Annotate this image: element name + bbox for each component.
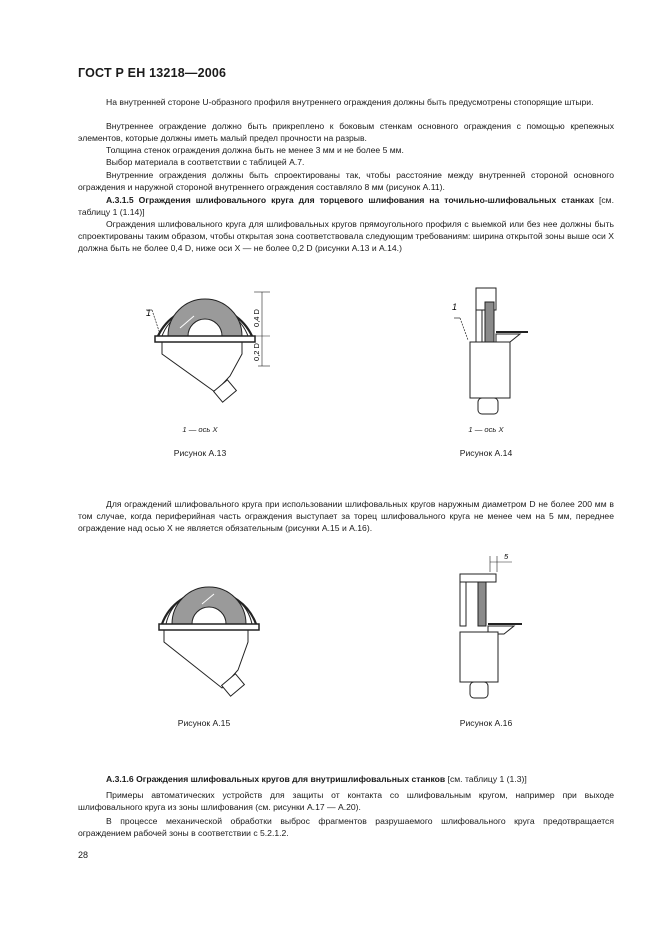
- grinding-wheel: [485, 302, 494, 344]
- section-ref: [см. таблицу 1 (1.3)]: [445, 774, 527, 784]
- guard-flange: [159, 624, 259, 630]
- figure-a13-caption: Рисунок А.13: [173, 448, 227, 458]
- leader-line: [460, 318, 468, 340]
- guard-flange: [155, 336, 255, 342]
- paragraph: Внутреннее ограждение должно быть прикреплено к боковым стенкам основного ограждения с помощью крепежных элементов, которые должны иметь малый предел прочности на разрыв.: [78, 121, 614, 144]
- leader-line: [152, 310, 160, 334]
- paragraph: Для ограждений шлифовального круга при использовании шлифовальных кругов наружным диаметром D не более 200 мм в том случае, когда периферийная часть ограждения выступает за торец шлифовального круга не менее чем на 5 мм, переднее ограждение над осью X не является обязательным (рисунки А.15 и А.16).: [78, 499, 614, 534]
- guard-body: [470, 342, 510, 398]
- paragraph: Примеры автоматических устройств для защиты от контакта со шлифовальным кругом, например при выходе шлифовального круга из зоны шлифования (см. рисунки А.17 — А.20).: [78, 790, 614, 813]
- dim-0-4d: 0,4 D: [252, 309, 261, 327]
- exhaust-port: [470, 682, 488, 698]
- label-1: 1: [146, 308, 152, 318]
- paragraph: На внутренней стороне U-образного профиля внутреннего ограждения должны быть предусмотрены стопорящие штыри.: [106, 97, 594, 107]
- section-heading-a315: [78, 194, 614, 218]
- guard-side: [460, 582, 466, 626]
- label-1: 1: [452, 302, 458, 312]
- paragraph: В процессе механической обработки выброс фрагментов разрушаемого шлифовального круга предотвращается ограждением рабочей зоны в соответствии с 5.2.1.2.: [78, 816, 614, 839]
- dim-0-2d: 0,2 D: [252, 343, 261, 361]
- guard-body: [460, 632, 498, 682]
- figure-a13: [130, 272, 270, 422]
- section-title: А.3.1.6 Ограждения шлифовальных кругов для внутришлифовальных станков: [106, 774, 446, 784]
- section-ref: [см. таблицу 1 (1.14)]: [78, 195, 614, 218]
- figure-a16: [440, 548, 540, 703]
- page-header: ГОСТ Р ЕН 13218—2006: [78, 66, 227, 80]
- paragraph: Толщина стенок ограждения должна быть не менее 3 мм и не более 5 мм.: [106, 145, 404, 155]
- paragraph: Выбор материала в соответствии с таблицей А.7.: [106, 157, 305, 167]
- figure-a16-caption: Рисунок А.16: [459, 718, 513, 728]
- exhaust-port: [478, 398, 498, 414]
- guard-top: [460, 574, 496, 582]
- figure-a15: [150, 560, 270, 710]
- dim-5: 5: [504, 552, 509, 561]
- exhaust-port: [222, 674, 245, 696]
- exhaust-port: [214, 380, 237, 402]
- section-title: А.3.1.5 Ограждения шлифовального круга для торцевого шлифования на точильно-шлифовальных станках: [106, 195, 595, 205]
- figure-a14: [440, 280, 540, 420]
- page-number: 28: [78, 850, 89, 860]
- figure-a14-caption: Рисунок А.14: [459, 448, 513, 458]
- paragraph: Ограждения шлифовального круга для шлифовальных кругов прямоугольного профиля с выемкой или без нее должны быть спроектированы таким образом, чтобы открытая зона соответствовала следующим требованиям: ширина открытой зоны выше оси X должна быть не более 0,4 D, ниже оси X — не более 0,2 D (рисунки А.13 и А.14.): [78, 219, 614, 254]
- guard-side: [476, 310, 482, 344]
- figure-a14-axis-note: 1 — ось X: [468, 425, 504, 434]
- grinding-wheel: [478, 582, 486, 626]
- section-heading-a316: [78, 773, 614, 785]
- figure-a15-caption: Рисунок А.15: [177, 718, 231, 728]
- figure-a13-axis-note: 1 — ось X: [182, 425, 218, 434]
- paragraph: Внутренние ограждения должны быть спроектированы так, чтобы расстояние между внутренней стороной основного ограждения и наружной стороной внутреннего ограждения составляло 8 мм (рисунок А.11).: [78, 170, 614, 193]
- work-rest-support: [496, 334, 520, 342]
